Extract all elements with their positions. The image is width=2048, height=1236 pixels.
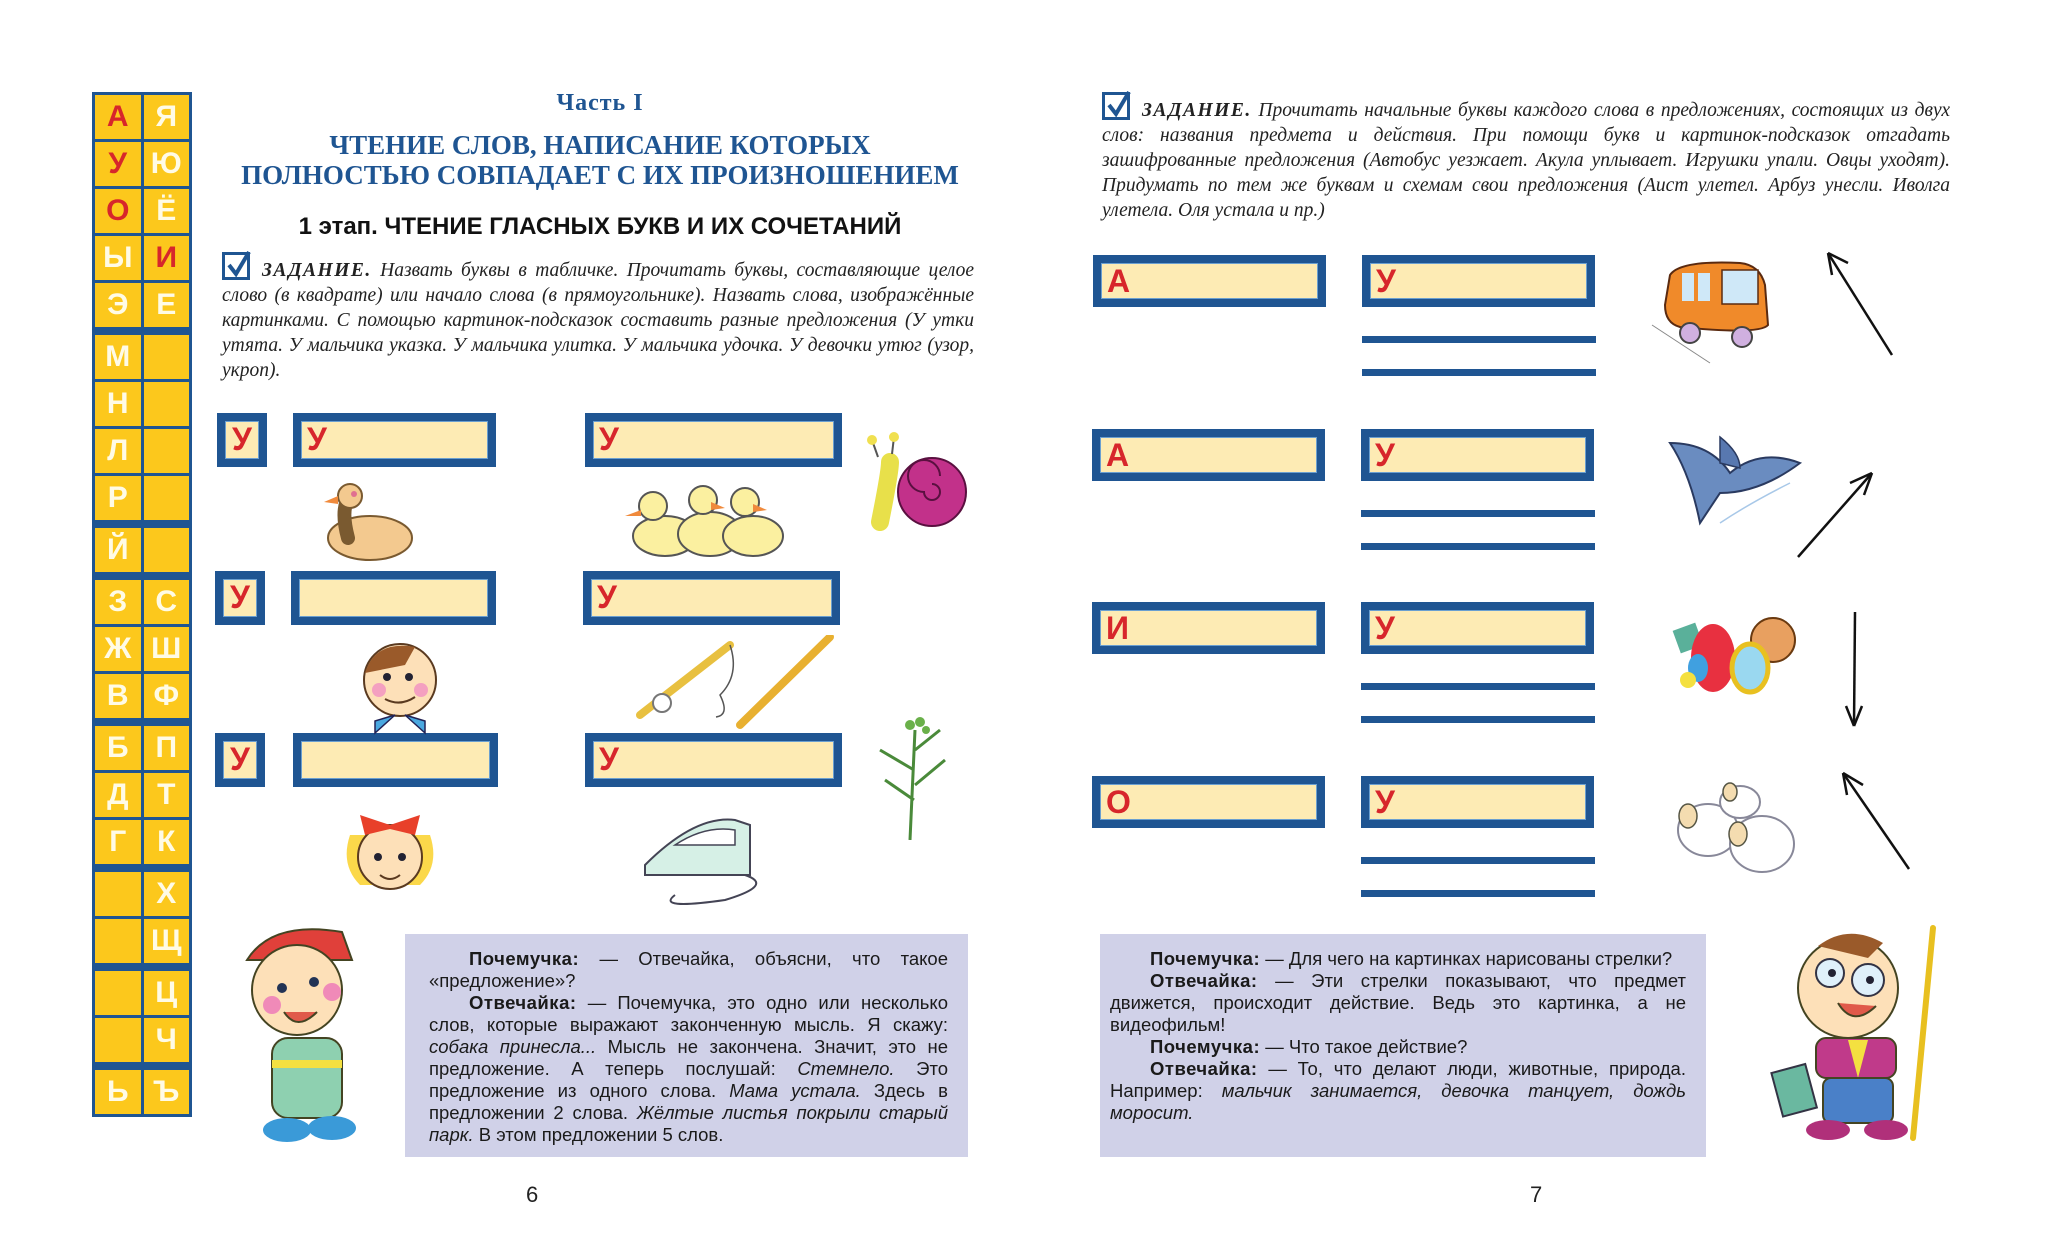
letter-rect: У	[585, 413, 842, 467]
alphabet-group	[95, 872, 189, 963]
arrow-down-icon	[1840, 610, 1870, 730]
duck-picture	[310, 478, 420, 568]
alphabet-cell: Ш	[144, 627, 190, 671]
page-number-left: 6	[526, 1182, 539, 1207]
alphabet-cell: С	[144, 580, 190, 624]
alphabet-cell: Ж	[95, 627, 141, 671]
alphabet-cell	[144, 476, 190, 520]
answer-line	[1361, 543, 1595, 550]
part-title: Часть I	[556, 90, 644, 116]
task-left	[222, 252, 974, 383]
letter-square: У	[217, 413, 267, 467]
alphabet-group	[95, 580, 189, 718]
stage-heading: 1 этап. ЧТЕНИЕ ГЛАСНЫХ БУКВ И ИХ СОЧЕТАНИЙ	[298, 213, 902, 240]
arrow-up-left-icon	[1820, 245, 1900, 365]
alphabet-table	[92, 92, 192, 1117]
alphabet-cell	[95, 919, 141, 963]
alphabet-cell: Э	[95, 283, 141, 327]
alphabet-cell: З	[95, 580, 141, 624]
alphabet-group	[95, 528, 189, 572]
alphabet-cell: К	[144, 820, 190, 864]
second-word-box: У	[1361, 602, 1594, 654]
task-label: ЗАДАНИЕ.	[262, 260, 372, 281]
answer-line	[1362, 369, 1596, 376]
alphabet-cell: Ь	[95, 1070, 141, 1114]
answer-line	[1361, 890, 1595, 897]
shark-picture	[1660, 433, 1810, 543]
alphabet-group	[95, 1070, 189, 1114]
alphabet-cell: Ч	[144, 1018, 190, 1062]
alphabet-cell: Б	[95, 726, 141, 770]
task-text: Назвать буквы в табличке. Прочитать буквы, составляющие целое слово (в квадрате) или начало слова (в прямоугольнике). Назвать слова, изображённые картинками. С помощью картинок-подсказок составить разные предложения (У утки утята. У мальчика указка. У мальчика улитка. У мальчика удочка. У девочки утюг (узор, укроп).	[222, 260, 975, 381]
dialog-question: Почемучка: — Отвечайка, объясни, что такое «предложение»?	[429, 948, 948, 991]
chapter-title-line1: ЧТЕНИЕ СЛОВ, НАПИСАНИЕ КОТОРЫХ	[329, 130, 871, 160]
answer-line	[1361, 510, 1595, 517]
alphabet-cell: М	[95, 335, 141, 379]
checkbox-icon	[1102, 92, 1130, 120]
speaker-name: Отвечайка:	[1150, 1058, 1258, 1079]
chapter-title	[220, 130, 980, 190]
alphabet-cell	[95, 872, 141, 916]
alphabet-cell	[144, 429, 190, 473]
otvechaika-character	[1768, 918, 1948, 1148]
alphabet-cell: Й	[95, 528, 141, 572]
letter-square: У	[215, 571, 265, 625]
dialog-box-left	[405, 934, 968, 1157]
alphabet-cell: Х	[144, 872, 190, 916]
alphabet-cell: Л	[95, 429, 141, 473]
speaker-name: Почемучка:	[469, 948, 580, 969]
alphabet-cell: П	[144, 726, 190, 770]
second-word-box: У	[1362, 255, 1595, 307]
alphabet-group	[95, 971, 189, 1062]
letter-rect	[293, 733, 498, 787]
page-number-right: 7	[1530, 1182, 1543, 1207]
alphabet-cell: Я	[144, 95, 190, 139]
pochemuchka-character	[232, 920, 382, 1150]
arrow-up-left-icon	[1835, 765, 1915, 875]
chapter-title-line2: ПОЛНОСТЬЮ СОВПАДАЕТ С ИХ ПРОИЗНОШЕНИЕМ	[241, 160, 959, 190]
dill-picture	[860, 710, 960, 840]
toys-picture	[1668, 610, 1808, 710]
answer-line	[1362, 336, 1596, 343]
letter-rect: У	[583, 571, 840, 625]
alphabet-cell	[144, 335, 190, 379]
alphabet-cell: О	[95, 189, 141, 233]
dialog-question: Почемучка: — Что такое действие?	[1150, 1036, 1468, 1057]
alphabet-cell: А	[95, 95, 141, 139]
alphabet-group	[95, 335, 189, 520]
speaker-name: Почемучка:	[1150, 1036, 1261, 1057]
letter-square: У	[215, 733, 265, 787]
alphabet-cell: Ъ	[144, 1070, 190, 1114]
checkbox-icon	[222, 252, 250, 280]
alphabet-cell	[144, 382, 190, 426]
alphabet-cell	[95, 1018, 141, 1062]
first-word-box: И	[1092, 602, 1325, 654]
task-right	[1102, 92, 1950, 223]
iron-picture	[635, 805, 785, 915]
bus-picture	[1650, 255, 1780, 365]
task-label: ЗАДАНИЕ.	[1142, 100, 1252, 121]
alphabet-cell: В	[95, 674, 141, 718]
second-word-box: У	[1361, 429, 1594, 481]
alphabet-cell: Г	[95, 820, 141, 864]
answer-line	[1361, 683, 1595, 690]
alphabet-cell: И	[144, 236, 190, 280]
speaker-name: Почемучка:	[1150, 948, 1261, 969]
dialog-answer: Отвечайка: — Эти стрелки показывают, что предмет движется, происходит действие. Ведь это картинка, а не видеофильм!	[1110, 970, 1687, 1035]
letter-rect: У	[293, 413, 496, 467]
second-word-box: У	[1361, 776, 1594, 828]
dialog-question: Почемучка: — Для чего на картинках нарисованы стрелки?	[1150, 948, 1673, 969]
snail-picture	[860, 432, 970, 532]
sheep-picture	[1670, 772, 1800, 882]
first-word-box: О	[1092, 776, 1325, 828]
alphabet-cell: Н	[95, 382, 141, 426]
arrow-up-right-icon	[1790, 465, 1880, 565]
girl-head-picture	[330, 795, 450, 905]
letter-rect: У	[585, 733, 842, 787]
alphabet-cell: Р	[95, 476, 141, 520]
answer-line	[1361, 716, 1595, 723]
speaker-name: Отвечайка:	[1150, 970, 1258, 991]
alphabet-cell: Ф	[144, 674, 190, 718]
letter-rect	[291, 571, 496, 625]
alphabet-group	[95, 726, 189, 864]
fishing-rod-and-pointer-picture	[630, 635, 840, 735]
alphabet-cell	[95, 971, 141, 1015]
alphabet-cell: Т	[144, 773, 190, 817]
boy-head-picture	[345, 635, 455, 735]
alphabet-cell	[144, 528, 190, 572]
first-word-box: А	[1093, 255, 1326, 307]
alphabet-cell: Ю	[144, 142, 190, 186]
alphabet-cell: Ё	[144, 189, 190, 233]
alphabet-cell: Е	[144, 283, 190, 327]
dialog-answer: Отвечайка: — То, что делают люди, животные, природа. Например: мальчик занимается, девочка танцует, дождь моросит.	[1110, 1058, 1686, 1123]
alphabet-group	[95, 95, 189, 327]
alphabet-cell: Ы	[95, 236, 141, 280]
alphabet-cell: Щ	[144, 919, 190, 963]
dialog-answer: Отвечайка: — Почемучка, это одно или несколько слов, которые выражают законченную мысль. Я скажу: собака принесла... Мысль не закончена. Значит, это не предложение. А теперь послушай: Стемнело. Это предложение из одного слова. Мама устала. Здесь в предложении 2 слова. Жёлтые листья покрыли старый парк. В этом предложении 5 слов.	[429, 992, 948, 1145]
speaker-name: Отвечайка:	[469, 992, 577, 1013]
alphabet-cell: Ц	[144, 971, 190, 1015]
alphabet-cell: У	[95, 142, 141, 186]
alphabet-cell: Д	[95, 773, 141, 817]
task-text: Прочитать начальные буквы каждого слова в предложениях, состоящих из двух слов: названия предмета и действия. При помощи букв и картинок-подсказок отгадать зашифрованные предложения (Автобус уезжает. Акула уплывает. Игрушки упали. Овцы уходят). Придумать по тем же буквам и схемам свои предложения (Аист улетел. Арбуз унесли. Иволга улетела. Оля устала и пр.)	[1102, 100, 1951, 221]
ducklings-picture	[615, 478, 795, 568]
first-word-box: А	[1092, 429, 1325, 481]
dialog-box-right	[1100, 934, 1706, 1157]
answer-line	[1361, 857, 1595, 864]
